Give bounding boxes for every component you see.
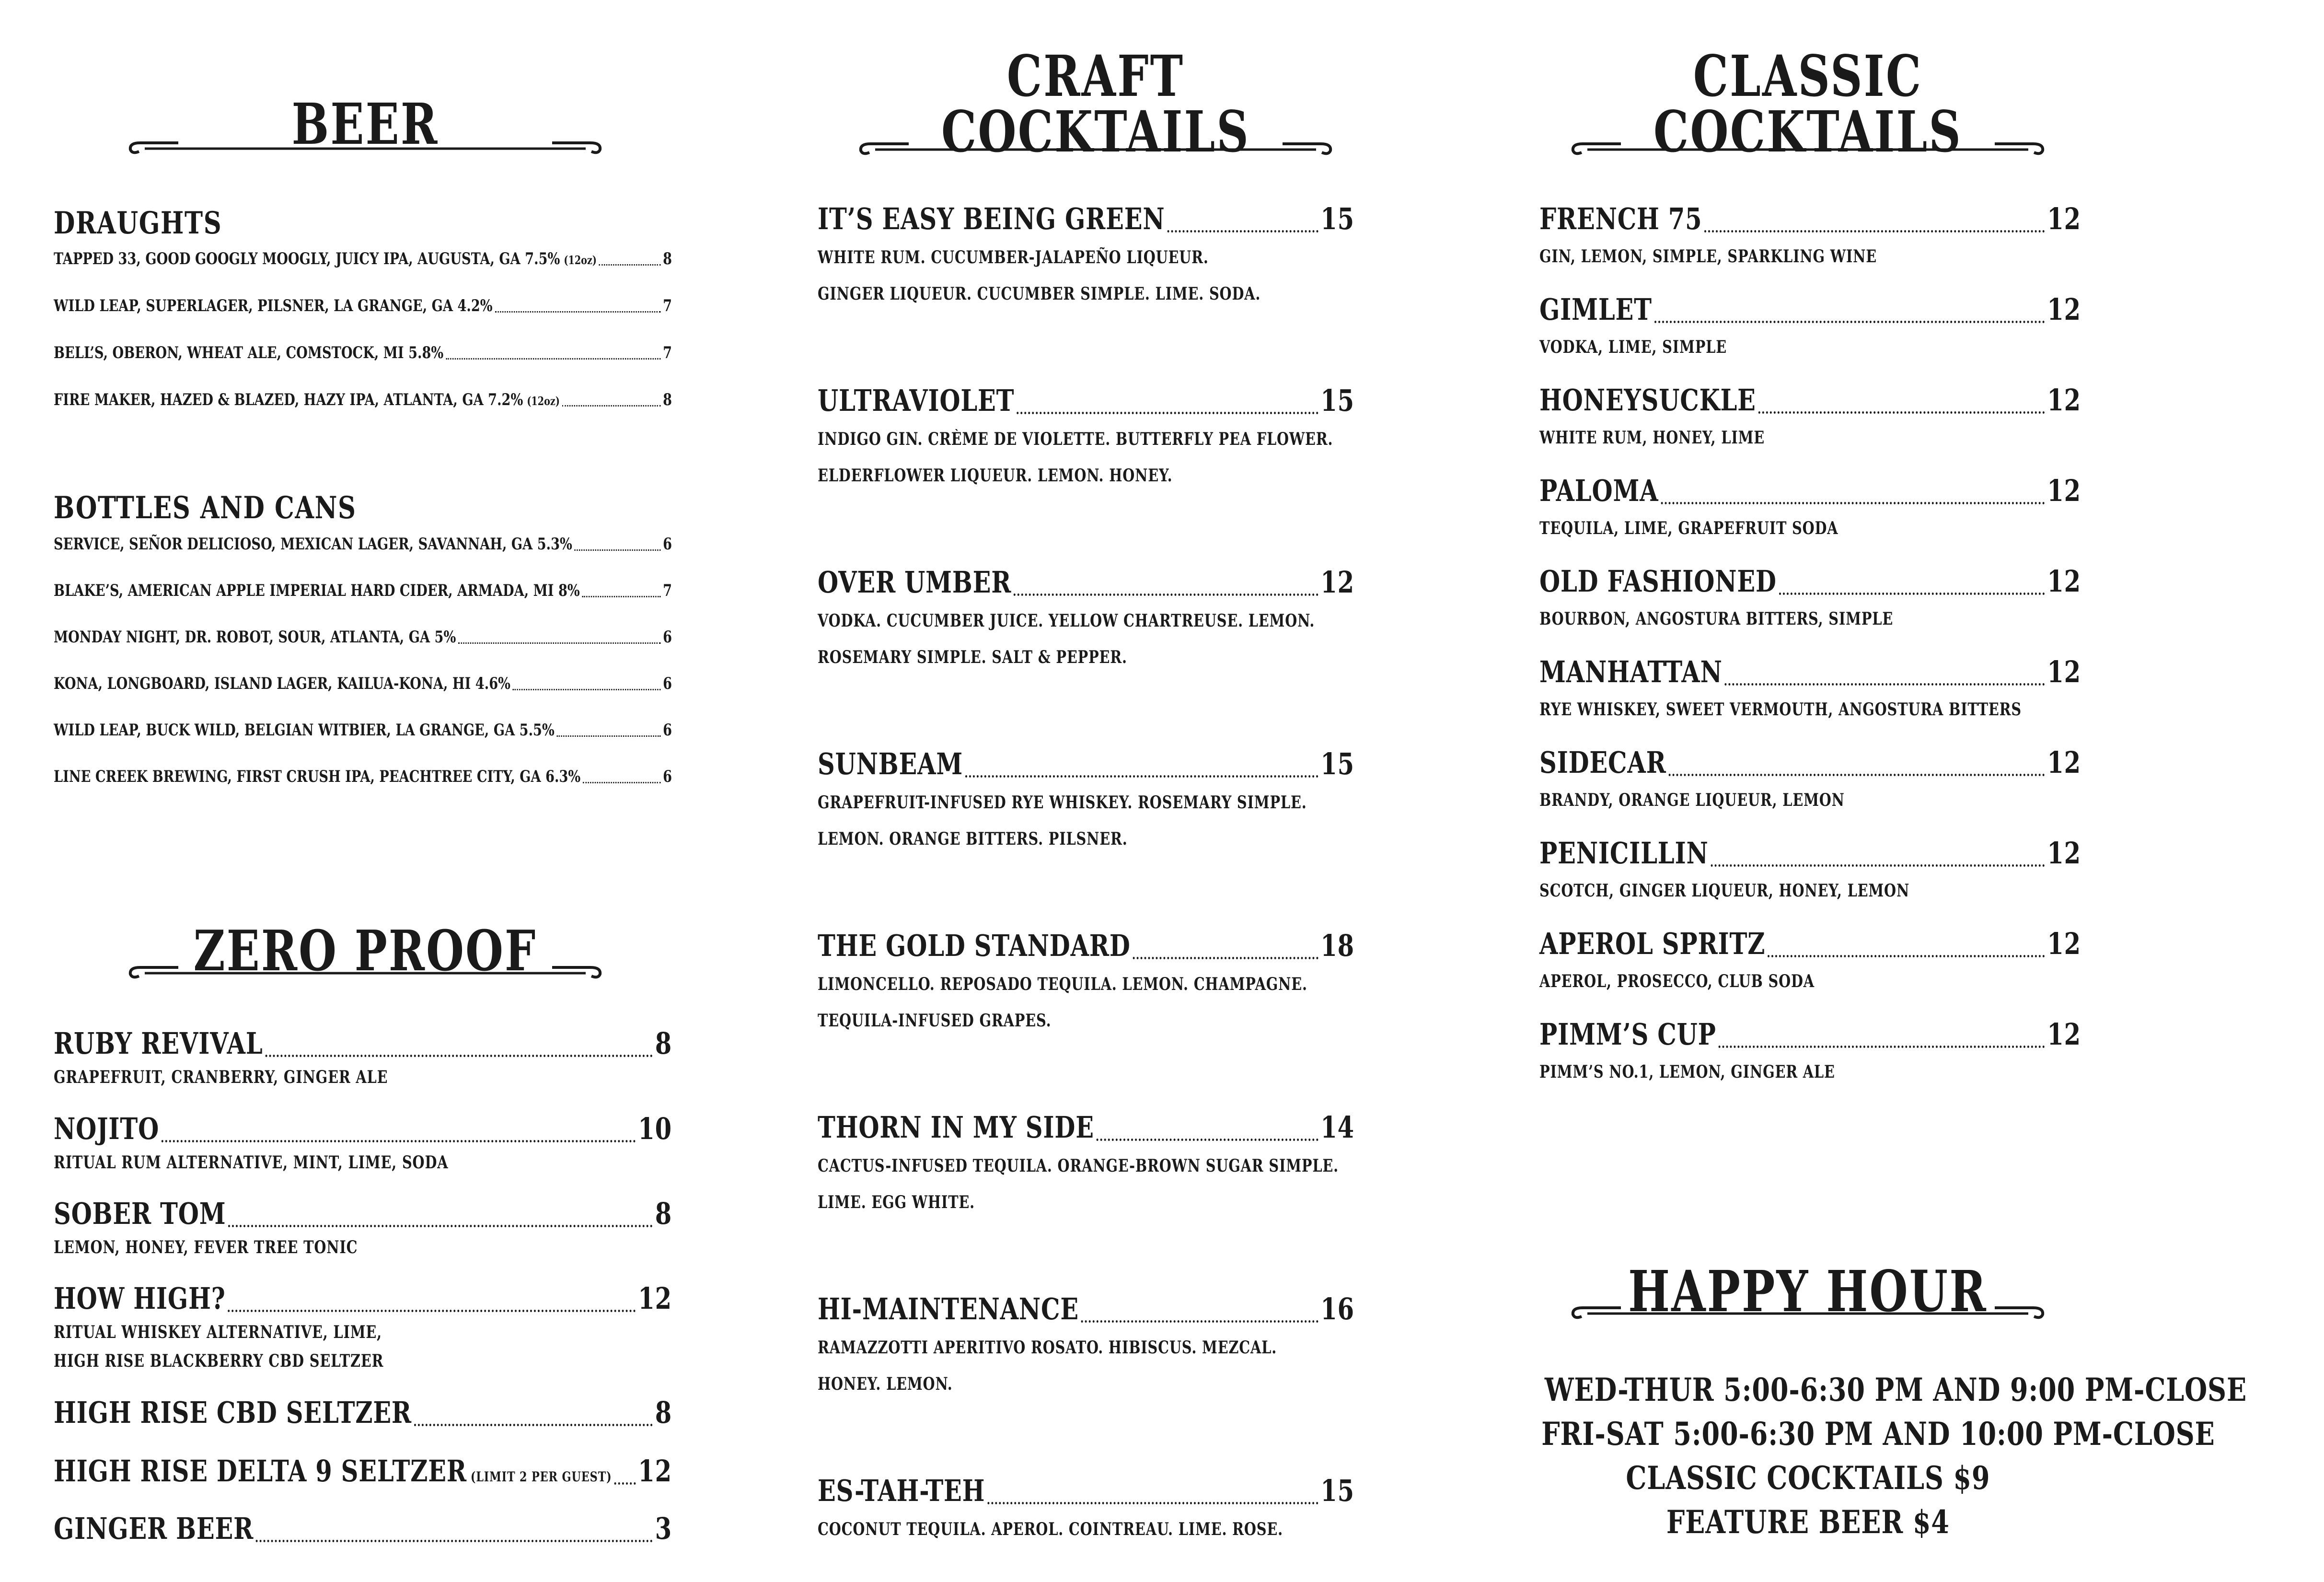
classic-cocktail-item: [1539, 654, 2081, 689]
zero-proof-item: [54, 1454, 672, 1489]
item-price: 7: [663, 343, 672, 362]
item-name: HONEYSUCKLE: [1539, 383, 1756, 418]
happy-hour-line: [1468, 1371, 2247, 1408]
happy-hour-line-text: FRI-SAT 5:00-6:30 PM AND 10:00 PM-CLOSE: [1541, 1415, 2215, 1453]
item-price: 8: [655, 1196, 672, 1231]
craft-header-flourish: [856, 130, 1335, 159]
craft-column: [818, 0, 1354, 1582]
zero-proof-description: LEMON, HONEY, FEVER TREE TONIC: [54, 1237, 358, 1257]
item-price: 12: [2047, 473, 2081, 508]
item-name: HIGH RISE DELTA 9 SELTZER: [54, 1454, 467, 1489]
item-price: 12: [1320, 565, 1354, 600]
item-price: 12: [2047, 654, 2081, 689]
item-price: 8: [663, 249, 672, 268]
dotted-leader: [1661, 502, 2045, 504]
dotted-leader: [1779, 593, 2045, 595]
classic-cocktail-description: TEQUILA, LIME, GRAPEFRUIT SODA: [1539, 518, 1838, 538]
happy-hour-line: [1468, 1459, 2148, 1497]
item-price: 18: [1320, 928, 1354, 963]
item-price: 12: [638, 1454, 672, 1489]
happy-hour-line: [1468, 1503, 2148, 1541]
craft-cocktail-description: LIME. EGG WHITE.: [818, 1192, 975, 1212]
item-name: THE GOLD STANDARD: [818, 928, 1131, 963]
item-name: OVER UMBER: [818, 565, 1012, 600]
craft-cocktail-description: VODKA. CUCUMBER JUICE. YELLOW CHARTREUSE. LEMON.: [818, 611, 1315, 631]
item-name: FRENCH 75: [1539, 201, 1702, 236]
dotted-leader: [1654, 321, 2045, 323]
classic-cocktail-item: [1539, 201, 2081, 236]
dotted-leader: [1167, 230, 1318, 233]
item-name: LINE CREEK BREWING, FIRST CRUSH IPA, PEACHTREE CITY, GA 6.3%: [54, 767, 581, 786]
zero-proof-description: GRAPEFRUIT, CRANBERRY, GINGER ALE: [54, 1067, 388, 1087]
item-name: SIDECAR: [1539, 745, 1666, 780]
beer-column: [54, 0, 672, 1582]
dotted-leader: [1014, 593, 1318, 596]
item-name: PENICILLIN: [1539, 836, 1709, 871]
item-price: 14: [1320, 1110, 1354, 1145]
bottle-item: [54, 628, 672, 647]
happy-hour-line-text: FEATURE BEER $4: [1666, 1503, 1950, 1541]
dotted-leader: [228, 1225, 653, 1227]
dotted-leader: [583, 782, 660, 783]
dotted-leader: [1133, 957, 1318, 959]
zero-proof-item: [54, 1281, 672, 1316]
dotted-leader: [1711, 864, 2045, 867]
item-price: 12: [2047, 1017, 2081, 1052]
item-price: 15: [1320, 383, 1354, 418]
item-name: GIMLET: [1539, 292, 1652, 327]
item-price: 3: [655, 1511, 672, 1546]
draughts-heading: DRAUGHTS: [54, 205, 222, 241]
dotted-leader: [414, 1424, 653, 1426]
item-price: 6: [663, 628, 672, 647]
classic-cocktail-item: [1539, 383, 2081, 418]
craft-cocktail-description: TEQUILA-INFUSED GRAPES.: [818, 1011, 1052, 1031]
item-note: (12oz): [564, 253, 597, 267]
item-price: 16: [1320, 1291, 1354, 1326]
item-name: HIGH RISE CBD SELTZER: [54, 1395, 412, 1430]
craft-cocktail-item: [818, 928, 1354, 963]
item-name: ULTRAVIOLET: [818, 383, 1015, 418]
craft-title-line1: CRAFT: [1006, 43, 1185, 109]
item-name: SUNBEAM: [818, 746, 963, 781]
zero-proof-description: RITUAL RUM ALTERNATIVE, MINT, LIME, SODA: [54, 1152, 449, 1173]
craft-cocktail-description: CACTUS-INFUSED TEQUILA. ORANGE-BROWN SUGAR SIMPLE.: [818, 1156, 1339, 1176]
item-name: GINGER BEER: [54, 1511, 254, 1546]
bottle-item: [54, 581, 672, 600]
item-price: 12: [2047, 836, 2081, 871]
bottle-item: [54, 767, 672, 786]
dotted-leader: [1758, 411, 2045, 414]
item-price: 7: [663, 581, 672, 600]
zero-proof-item: [54, 1395, 672, 1430]
classic-cocktail-description: APEROL, PROSECCO, CLUB SODA: [1539, 971, 1815, 991]
classic-cocktail-item: [1539, 564, 2081, 599]
dotted-leader: [614, 1482, 636, 1485]
item-price: 15: [1320, 746, 1354, 781]
classic-cocktail-item: [1539, 836, 2081, 871]
happy-hour-line-text: CLASSIC COCKTAILS $9: [1626, 1459, 1990, 1497]
craft-cocktail-description: RAMAZZOTTI APERITIVO ROSATO. HIBISCUS. MEZCAL.: [818, 1338, 1277, 1358]
craft-cocktail-description: ELDERFLOWER LIQUEUR. LEMON. HONEY.: [818, 465, 1173, 486]
craft-cocktail-description: COCONUT TEQUILA. APEROL. COINTREAU. LIME. ROSE.: [818, 1519, 1283, 1539]
happy-hour-line: [1468, 1415, 2215, 1453]
dotted-leader: [557, 735, 661, 737]
item-name: BELL’S, OBERON, WHEAT ALE, COMSTOCK, MI 5.8%: [54, 343, 444, 362]
item-price: 12: [2047, 745, 2081, 780]
classic-header-flourish: [1568, 130, 2047, 159]
item-name: MONDAY NIGHT, DR. ROBOT, SOUR, ATLANTA, GA 5%: [54, 628, 456, 647]
craft-cocktail-description: GINGER LIQUEUR. CUCUMBER SIMPLE. LIME. SODA.: [818, 284, 1261, 304]
item-name: HOW HIGH?: [54, 1281, 226, 1316]
bottle-item: [54, 535, 672, 554]
dotted-leader: [256, 1540, 653, 1542]
craft-cocktail-description: WHITE RUM. CUCUMBER-JALAPEÑO LIQUEUR.: [818, 247, 1209, 268]
zero-proof-item: [54, 1026, 672, 1061]
item-price: 12: [2047, 564, 2081, 599]
classic-cocktail-description: VODKA, LIME, SIMPLE: [1539, 337, 1727, 357]
zero-proof-header-flourish: [126, 954, 605, 983]
classic-cocktail-item: [1539, 926, 2081, 961]
craft-cocktail-description: LIMONCELLO. REPOSADO TEQUILA. LEMON. CHAMPAGNE.: [818, 974, 1307, 994]
craft-cocktail-description: ROSEMARY SIMPLE. SALT & PEPPER.: [818, 647, 1127, 667]
item-price: 15: [1320, 1473, 1354, 1508]
item-price: 12: [2047, 292, 2081, 327]
craft-cocktail-description: HONEY. LEMON.: [818, 1374, 953, 1394]
item-price: 12: [2047, 201, 2081, 236]
zero-proof-item: [54, 1196, 672, 1231]
draught-item: [54, 343, 672, 362]
item-name: MANHATTAN: [1539, 654, 1723, 689]
draught-item: [54, 249, 672, 268]
bottles-heading: BOTTLES AND CANS: [54, 490, 357, 526]
craft-cocktail-item: [818, 1110, 1354, 1145]
item-price: 8: [655, 1026, 672, 1061]
item-price: 8: [663, 390, 672, 409]
craft-cocktail-description: GRAPEFRUIT-INFUSED RYE WHISKEY. ROSEMARY SIMPLE.: [818, 792, 1307, 813]
dotted-leader: [458, 642, 660, 644]
dotted-leader: [1081, 1320, 1318, 1323]
classic-cocktail-item: [1539, 292, 2081, 327]
zero-proof-description: HIGH RISE BLACKBERRY CBD SELTZER: [54, 1351, 384, 1371]
craft-cocktail-item: [818, 1291, 1354, 1326]
item-name: OLD FASHIONED: [1539, 564, 1777, 599]
item-name: ES-TAH-TEH: [818, 1473, 985, 1508]
dotted-leader: [446, 358, 660, 360]
item-name: FIRE MAKER, HAZED & BLAZED, HAZY IPA, ATLANTA, GA 7.2%: [54, 390, 523, 409]
craft-cocktail-description: LEMON. ORANGE BITTERS. PILSNER.: [818, 829, 1128, 849]
beer-title: BEER: [291, 91, 439, 157]
item-name: WILD LEAP, SUPERLAGER, PILSNER, LA GRANGE, GA 4.2%: [54, 296, 493, 315]
classic-cocktail-description: BRANDY, ORANGE LIQUEUR, LEMON: [1539, 790, 1845, 810]
dotted-leader: [1768, 955, 2045, 957]
dotted-leader: [582, 596, 661, 597]
craft-cocktail-item: [818, 746, 1354, 781]
dotted-leader: [1017, 412, 1318, 414]
item-price: 7: [663, 296, 672, 315]
item-price: 6: [663, 767, 672, 786]
bottle-item: [54, 674, 672, 693]
classic-cocktail-description: PIMM’S NO.1, LEMON, GINGER ALE: [1539, 1062, 1835, 1082]
item-price: 15: [1320, 201, 1354, 236]
dotted-leader: [162, 1140, 636, 1142]
dotted-leader: [513, 689, 660, 690]
item-price: 6: [663, 721, 672, 740]
beer-header-flourish: [126, 129, 605, 158]
classic-title-line2: COCKTAILS: [1653, 98, 1962, 165]
item-note: (LIMIT 2 PER GUEST): [470, 1469, 612, 1485]
classic-cocktail-item: [1539, 745, 2081, 780]
item-name: PIMM’S CUP: [1539, 1017, 1716, 1052]
item-name: SERVICE, SEÑOR DELICIOSO, MEXICAN LAGER, SAVANNAH, GA 5.3%: [54, 535, 572, 554]
item-name: SOBER TOM: [54, 1196, 226, 1231]
item-price: 6: [663, 674, 672, 693]
item-price: 8: [655, 1395, 672, 1430]
item-price: 12: [2047, 926, 2081, 961]
classic-cocktail-description: RYE WHISKEY, SWEET VERMOUTH, ANGOSTURA BITTERS: [1539, 699, 2022, 720]
dotted-leader: [1719, 1046, 2045, 1048]
dotted-leader: [1725, 683, 2045, 686]
item-name: IT’S EASY BEING GREEN: [818, 201, 1165, 236]
dotted-leader: [965, 775, 1318, 778]
draught-item: [54, 296, 672, 315]
item-price: 12: [2047, 383, 2081, 418]
dotted-leader: [495, 311, 660, 313]
item-name: WILD LEAP, BUCK WILD, BELGIAN WITBIER, LA GRANGE, GA 5.5%: [54, 721, 555, 740]
classic-cocktail-description: GIN, LEMON, SIMPLE, SPARKLING WINE: [1539, 246, 1877, 267]
craft-cocktail-description: INDIGO GIN. CRÈME DE VIOLETTE. BUTTERFLY PEA FLOWER.: [818, 429, 1333, 449]
dotted-leader: [562, 405, 661, 407]
dotted-leader: [1097, 1139, 1318, 1141]
item-name: KONA, LONGBOARD, ISLAND LAGER, KAILUA-KONA, HI 4.6%: [54, 674, 510, 693]
classic-cocktail-description: BOURBON, ANGOSTURA BITTERS, SIMPLE: [1539, 609, 1894, 629]
happy-hour-header-flourish: [1568, 1294, 2047, 1323]
dotted-leader: [575, 549, 661, 551]
item-name: TAPPED 33, GOOD GOOGLY MOOGLY, JUICY IPA, AUGUSTA, GA 7.5%: [54, 249, 560, 268]
zero-proof-title: ZERO PROOF: [193, 919, 537, 984]
craft-cocktail-item: [818, 565, 1354, 600]
classic-cocktail-item: [1539, 473, 2081, 508]
classic-column: [1539, 0, 2247, 1582]
item-name: THORN IN MY SIDE: [818, 1110, 1094, 1145]
dotted-leader: [1704, 230, 2045, 233]
draught-item: [54, 390, 672, 409]
dotted-leader: [265, 1055, 653, 1057]
item-name: NOJITO: [54, 1111, 160, 1146]
item-name: HI-MAINTENANCE: [818, 1291, 1079, 1326]
happy-hour-line-text: WED-THUR 5:00-6:30 PM AND 9:00 PM-CLOSE: [1544, 1371, 2247, 1408]
dotted-leader: [599, 264, 660, 266]
item-price: 6: [663, 535, 672, 554]
craft-cocktail-item: [818, 383, 1354, 418]
classic-title-line1: CLASSIC: [1693, 43, 1923, 109]
classic-cocktail-description: SCOTCH, GINGER LIQUEUR, HONEY, LEMON: [1539, 881, 1910, 901]
craft-cocktail-item: [818, 1473, 1354, 1508]
classic-cocktail-description: WHITE RUM, HONEY, LIME: [1539, 428, 1765, 448]
classic-cocktail-item: [1539, 1017, 2081, 1052]
zero-proof-item: [54, 1511, 672, 1546]
zero-proof-description: RITUAL WHISKEY ALTERNATIVE, LIME,: [54, 1322, 382, 1342]
craft-cocktail-item: [818, 201, 1354, 236]
item-name: BLAKE’S, AMERICAN APPLE IMPERIAL HARD CIDER, ARMADA, MI 8%: [54, 581, 580, 600]
item-note: (12oz): [527, 394, 560, 408]
item-price: 12: [638, 1281, 672, 1316]
dotted-leader: [1668, 774, 2045, 776]
dotted-leader: [987, 1502, 1318, 1504]
craft-title-line2: COCKTAILS: [941, 98, 1250, 165]
item-price: 10: [638, 1111, 672, 1146]
item-name: RUBY REVIVAL: [54, 1026, 263, 1061]
zero-proof-item: [54, 1111, 672, 1146]
happy-hour-title: HAPPY HOUR: [1628, 1258, 1988, 1325]
dotted-leader: [228, 1310, 636, 1312]
item-name: APEROL SPRITZ: [1539, 926, 1766, 961]
bottle-item: [54, 721, 672, 740]
item-name: PALOMA: [1539, 473, 1659, 508]
